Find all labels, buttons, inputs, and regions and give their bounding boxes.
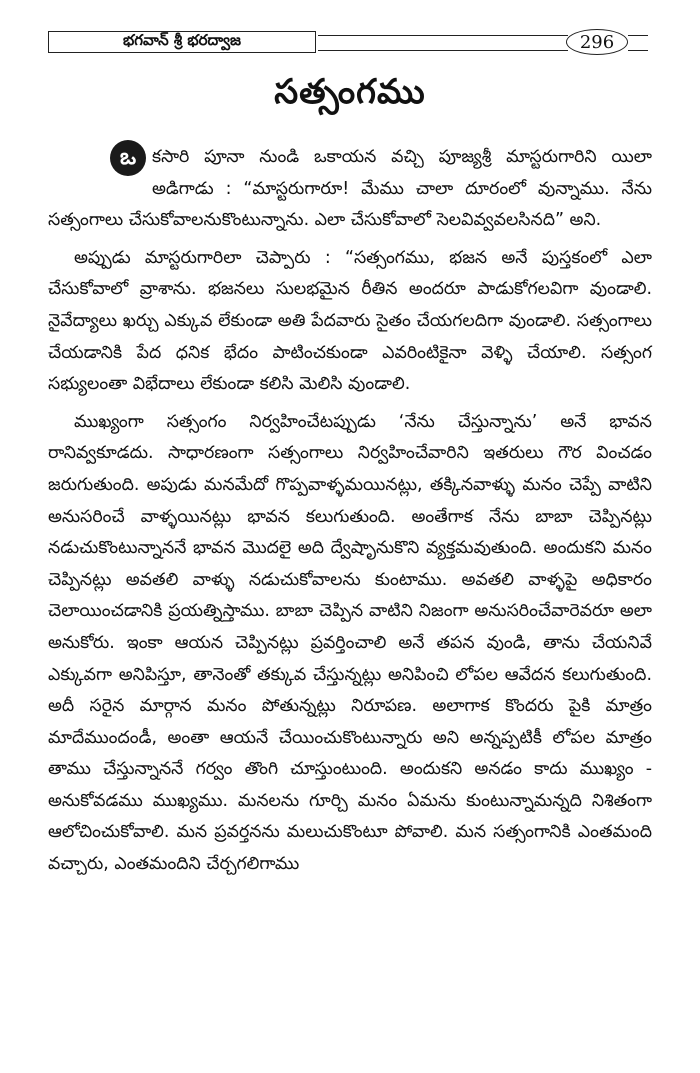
page-number-oval [566,29,628,55]
paragraph-1-text: కసారి పూనా నుండి ఒకాయన వచ్చి పూజ్యశ్రీ మాస్టరుగారిని యిలా అడిగాడు : “మాస్టరుగారూ! మేము చాలా దూరంలో వున్నాము. నేను సత్సంగాలు చేసుకోవాలనుకొంటున్నాను. ఎలా చేసుకోవాలో సెలవివ్వవలసినది” అని. [48,147,652,231]
paragraph-2-text: అప్పుడు మాస్టరుగారిలా చెప్పారు : “సత్సంగము, భజన అనే పుస్తకంలో ఎలా చేసుకోవాలో వ్రాశాను. భజనలు సులభమైన రీతిన అందరూ పాడుకోగలవిగా వుండాలి. నైవేద్యాలు ఖర్చు ఎక్కువ లేకుండా అతి పేదవారు సైతం చేయగలదిగా వుండాలి. సత్సంగాలు చేయడానికి పేద ధనిక భేదం పాటించకుండా ఎవరింటికైనా వెళ్ళి చేయాలి. సత్సంగ సభ్యులంతా విభేదాలు లేకుండా కలిసి మెలిసి వుండాలి. [48,247,652,395]
header-rule [318,35,568,51]
paragraph-1 [48,142,652,237]
chapter-title: సత్సంగము [274,72,426,112]
drop-cap: ఒ [110,140,146,176]
book-title: భగవాన్ శ్రీ భరద్వాజ [123,31,241,49]
paragraph-2 [48,243,652,401]
header-rule-tail [628,35,648,51]
running-header [48,31,648,57]
book-title-box [48,31,316,53]
chapter-body [48,142,652,881]
paragraph-3-text: ముఖ్యంగా సత్సంగం నిర్వహించేటప్పుడు ‘నేను చేస్తున్నాను’ అనే భావన రానివ్వకూడదు. సాధారణంగా సత్సంగాలు నిర్వహించేవారిని ఇతరులు గౌర వించడం జరుగుతుంది. అపుడు మనమేదో గొప్పవాళ్ళమయినట్లు, తక్కినవాళ్ళు మనం చెప్పే వాటిని అనుసరించే వాళ్ళయినట్లు భావన కలుగుతుంది. అంతేగాక నేను బాబా చెప్పినట్లు నడుచుకొంటున్నాననే భావన మొదలై అది ద్వేషృానుకొని వ్యక్తమవుతుంది. అందుకని మనం చెప్పినట్లు అవతలి వాళ్ళు నడుచుకోవాలను కుంటాము. అవతలి వాళ్ళపై అధికారం చెలాయించడానికి ప్రయత్నిస్తాము. బాబా చెప్పిన వాటిని నిజంగా అనుసరించేవారెవరూ అలా అనుకోరు. ఇంకా ఆయన చెప్పినట్లు ప్రవర్తించాలి అనే తపన వుండి, తాను చేయనివే ఎక్కువగా అనిపిస్తూ, తానెంతో తక్కువ చేస్తున్నట్లు అనిపించి లోపల ఆవేదన కలుగుతుంది. అదీ సరైన మార్గాన మనం పోతున్నట్లు నిరూపణ. అలాగాక కొందరు పైకి మాత్రం మాదేముందండీ, అంతా ఆయనే చేయించుకొంటున్నారు అని అన్నప్పటికీ లోపల మాత్రం తాము చేస్తున్నాననే గర్వం తొంగి చూస్తుంటుంది. అందుకని అనడం కాదు ముఖ్యం - అనుకోవడము ముఖ్యము. మనలను గూర్చి మనం ఏమను కుంటున్నామన్నది నిశితంగా ఆలోచించుకోవాలి. మన ప్రవర్తనను మలుచుకొంటూ పోవాలి. మన సత్సంగానికి ఎంతమంది వచ్చారు, ఎంతమందిని చేర్చగలిగాము [48,411,652,875]
page-number: 296 [579,31,615,53]
paragraph-3 [48,407,652,881]
